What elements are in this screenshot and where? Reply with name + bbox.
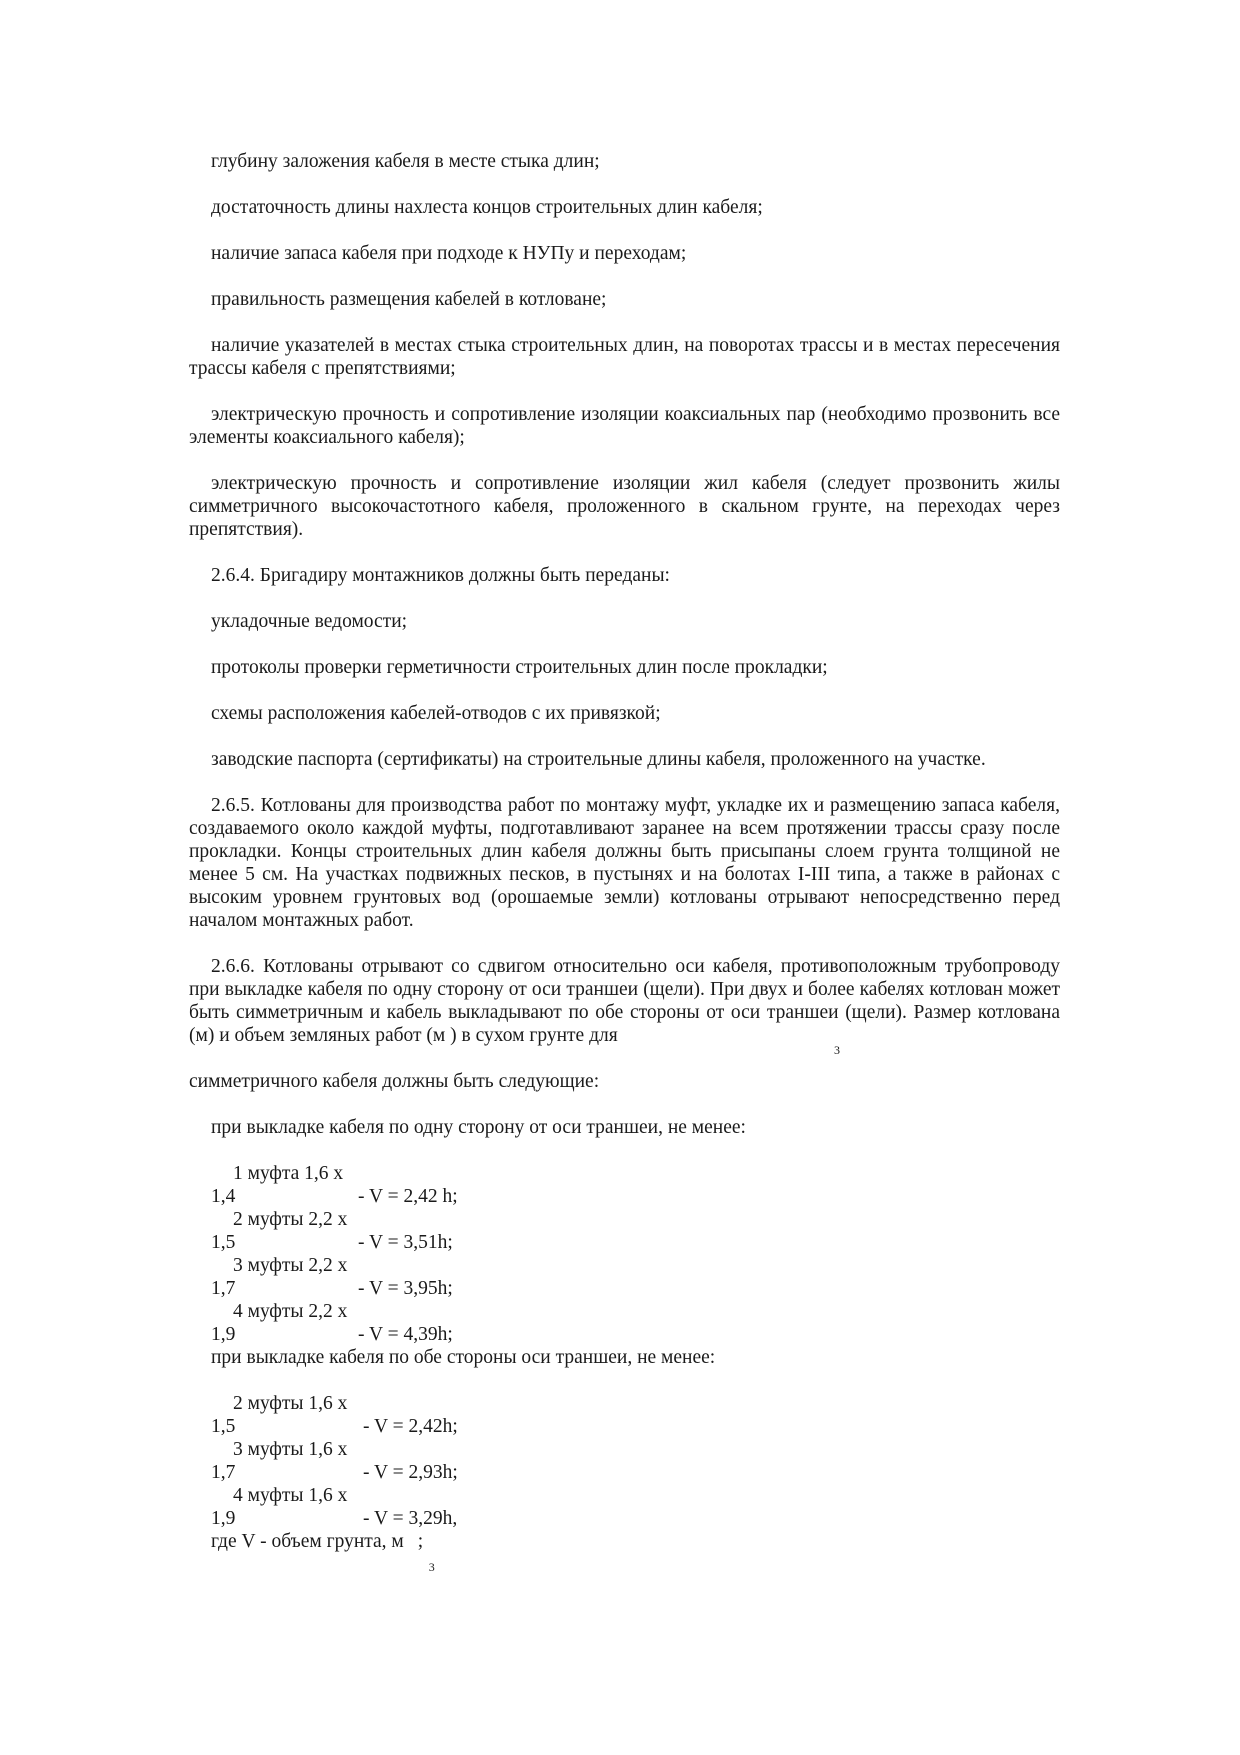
one-side-row: 4 муфты 2,2 х 1,9 - V = 4,39h; (211, 1301, 453, 1345)
paragraph-continuation: симметричного кабеля должны быть следующие: (189, 1071, 600, 1092)
paragraph-coax-insulation: электрическую прочность и сопротивление изоляции коаксиальных пар (необходимо прозвонить все элементы коаксиального кабеля); (189, 404, 1060, 448)
paragraph-placement: правильность размещения кабелей в котловане; (211, 289, 607, 310)
paragraph-markers: наличие указателей в местах стыка строительных длин, на поворотах трассы и в местах пересечения трассы кабеля с препятствиями; (189, 335, 1060, 379)
paragraph-depth: глубину заложения кабеля в месте стыка длин; (211, 151, 600, 172)
both-sides-row: 3 муфты 1,6 х 1,7 - V = 2,93h; (211, 1439, 458, 1483)
paragraph-protocols: протоколы проверки герметичности строительных длин после прокладки; (211, 657, 828, 678)
both-sides-row: 4 муфты 1,6 х 1,9 - V = 3,29h, (211, 1485, 458, 1529)
one-side-row: 3 муфты 2,2 х 1,7 - V = 3,95h; (211, 1255, 453, 1299)
paragraph-passports: заводские паспорта (сертификаты) на строительные длины кабеля, проложенного на участке. (211, 749, 986, 770)
footnote-suffix: ; (417, 1531, 424, 1552)
both-sides-row: 2 муфты 1,6 х 1,5 - V = 2,42h; (211, 1393, 458, 1437)
both-sides-heading: при выкладке кабеля по обе стороны оси траншеи, не менее: (211, 1347, 716, 1368)
paragraph-lists: укладочные ведомости; (211, 611, 408, 632)
paragraph-overlap: достаточность длины нахлеста концов строительных длин кабеля; (211, 197, 763, 218)
one-side-heading: при выкладке кабеля по одну сторону от оси траншеи, не менее: (211, 1117, 746, 1138)
paragraph-2-6-5: 2.6.5. Котлованы для производства работ по монтажу муфт, укладке их и размещению запаса кабеля, создаваемого около каждой муфты, подготавливают заранее на всем протяжении трассы сразу после прокладки. Концы строительных длин кабеля должны быть присыпаны слоем грунта толщиной не менее 5 см. На участках подвижных песков, в пустынях и на болотах I-III типа, а также в районах с высоким уровнем грунтовых вод (орошаемые земли) котлованы отрывают непосредственно перед началом монтажных работ. (189, 795, 1060, 931)
superscript-three: 3 (834, 1043, 840, 1057)
paragraph-2-6-6: 2.6.6. Котлованы отрывают со сдвигом относительно оси кабеля, противоположным трубопроводу при выкладке кабеля по одну сторону от оси траншеи (щели). При двух и более кабелях котлован может быть симметричным и кабель выкладывают по обе стороны от оси траншеи (щели). Размер котлована (м) и объем земляных работ (м ) в сухом грунте для (189, 956, 1060, 1046)
paragraph-schemes: схемы расположения кабелей-отводов с их привязкой; (211, 703, 661, 724)
paragraph-2-6-4: 2.6.4. Бригадиру монтажников должны быть переданы: (211, 565, 670, 586)
footnote-prefix: где V - объем грунта, м (211, 1531, 404, 1552)
footnote-where (189, 1530, 1060, 1574)
paragraph-core-insulation: электрическую прочность и сопротивление изоляции жил кабеля (следует прозвонить жилы симметричного высокочастотного кабеля, проложенного в скальном грунте, на переходах через препятствия). (189, 473, 1060, 540)
one-side-row: 2 муфты 2,2 х 1,5 - V = 3,51h; (211, 1209, 453, 1253)
footnote-superscript-three: 3 (428, 1560, 435, 1574)
one-side-row: 1 муфта 1,6 х 1,4 - V = 2,42 h; (211, 1163, 458, 1207)
paragraph-reserve: наличие запаса кабеля при подходе к НУПу и переходам; (211, 243, 687, 264)
